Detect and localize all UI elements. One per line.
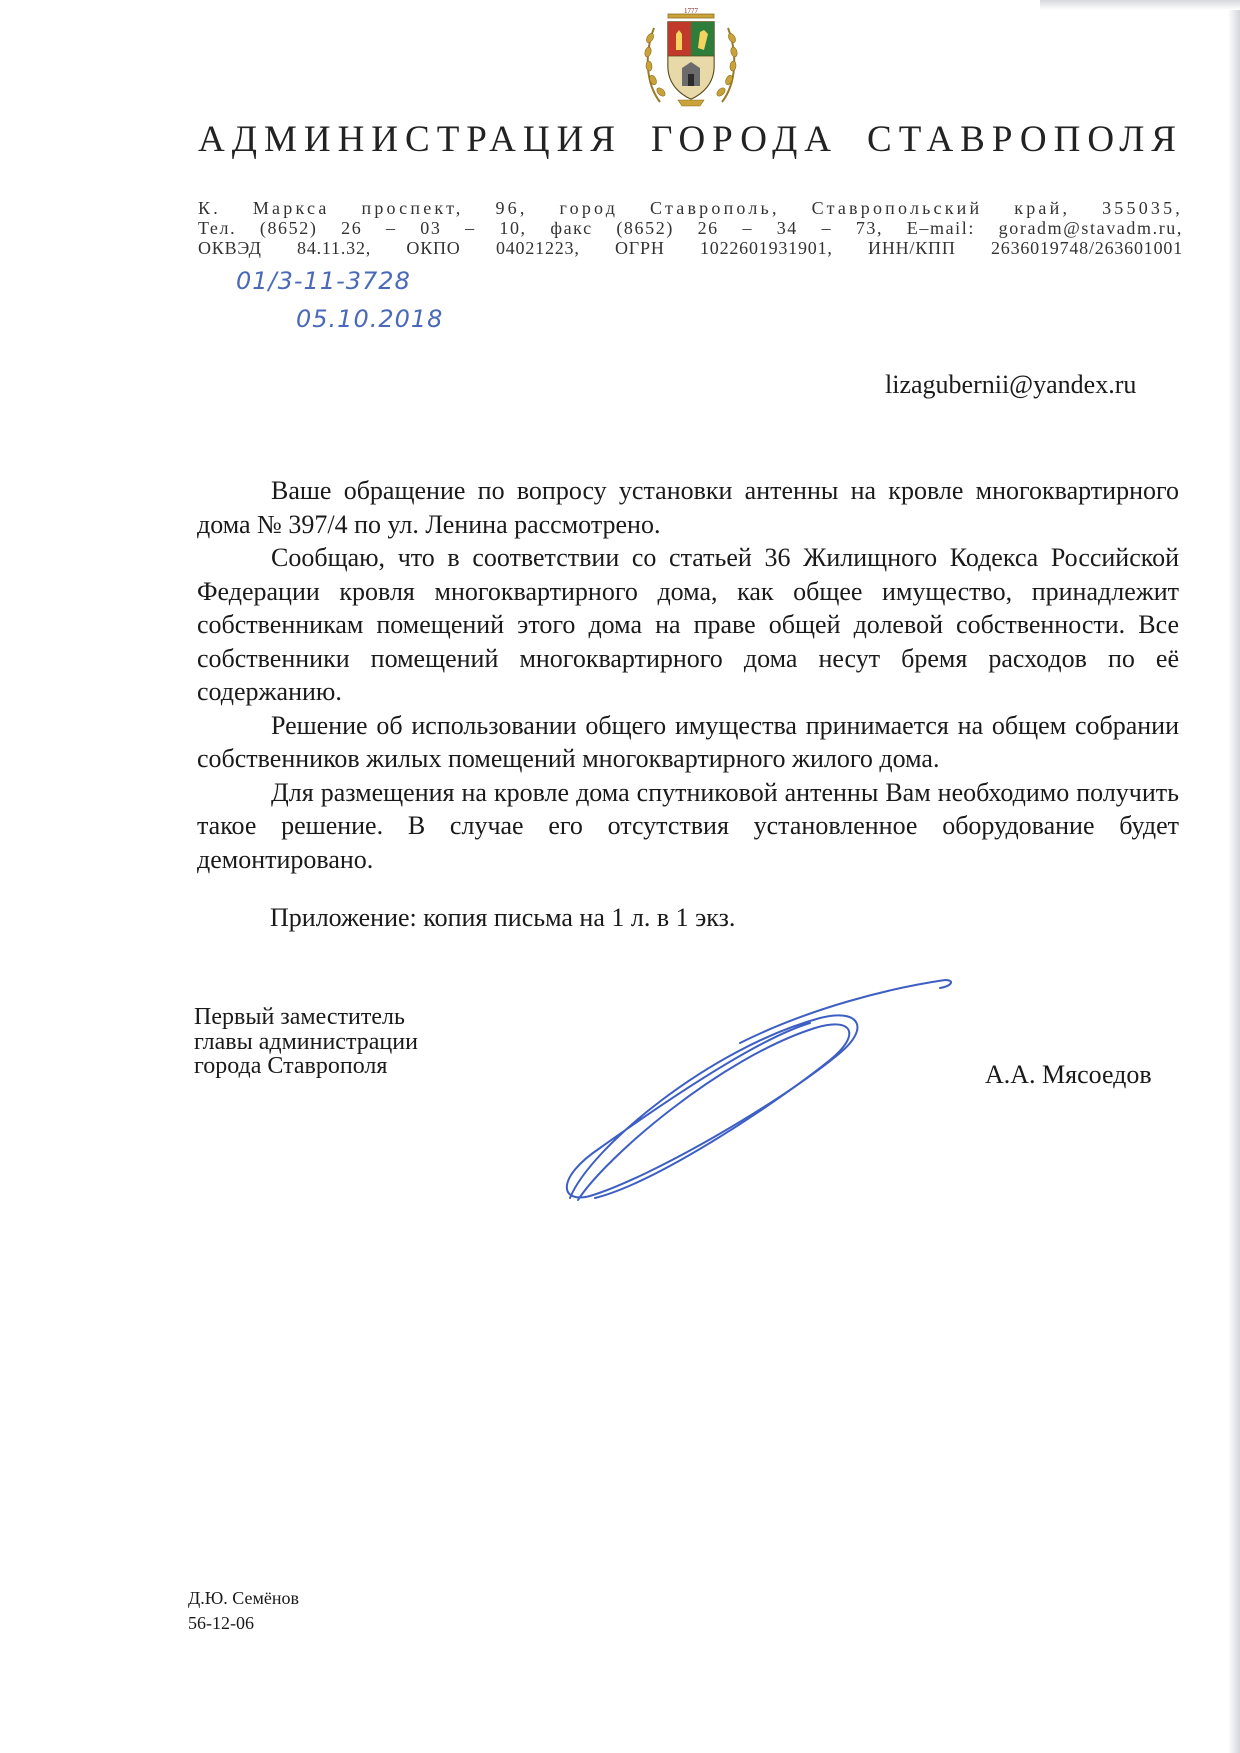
svg-text:1777: 1777 bbox=[684, 7, 698, 15]
signer-name: А.А. Мясоедов bbox=[985, 1060, 1152, 1089]
registration-number: 01/3-11-3728 bbox=[236, 267, 411, 295]
letterhead-address bbox=[198, 198, 1183, 258]
executor-phone: 56-12-06 bbox=[188, 1613, 254, 1633]
executor-info bbox=[188, 1586, 299, 1636]
title-word: АДМИНИСТРАЦИЯ bbox=[198, 119, 622, 160]
body-paragraph: Решение об использовании общего имущества принимается на общем собрании собственников жилых помещений многоквартирного жилого дома. bbox=[197, 710, 1179, 773]
position-line: города Ставрополя bbox=[194, 1053, 388, 1079]
address-line: К. Маркса проспект, 96, город Ставрополь, Ставропольский край, 355035, bbox=[198, 198, 1183, 218]
letter-body bbox=[197, 474, 1179, 876]
title-word: СТАВРОПОЛЯ bbox=[867, 119, 1183, 160]
requisites-line: ОКВЭД 84.11.32, ОКПО 04021223, ОГРН 1022601931901, ИНН/КПП 2636019748/263601001 bbox=[198, 238, 1183, 258]
executor-name: Д.Ю. Семёнов bbox=[188, 1588, 300, 1608]
registration-date: 05.10.2018 bbox=[296, 305, 444, 333]
body-paragraph: Для размещения на кровле дома спутниковой антенны Вам необходимо получить такое решение. В случае его отсутствия установленное оборудование будет демонтировано. bbox=[197, 777, 1179, 874]
title-word: ГОРОДА bbox=[650, 119, 839, 160]
position-line: Первый заместитель bbox=[194, 1004, 405, 1030]
appendix-note: Приложение: копия письма на 1 л. в 1 экз. bbox=[270, 903, 736, 932]
scan-top-shadow bbox=[1040, 0, 1240, 10]
body-paragraph: Ваше обращение по вопросу установки антенны на кровле многоквартирного дома № 397/4 по ул. Ленина рассмотрено. bbox=[197, 476, 1179, 539]
signer-position bbox=[194, 1005, 418, 1079]
position-line: главы администрации bbox=[194, 1028, 418, 1055]
recipient-email: lizagubernii@yandex.ru bbox=[885, 370, 1137, 399]
organization-title bbox=[198, 118, 1183, 161]
body-paragraph: Сообщаю, что в соответствии со статьей 36 Жилищного Кодекса Российской Федерации кровля многоквартирного дома, как общее имущество, принадлежит собственникам помещений этого дома на праве общей долевой собственности. Все собственники помещений многоквартирного дома несут бремя расходов по её содержанию. bbox=[197, 543, 1179, 706]
coat-of-arms-icon bbox=[638, 4, 744, 110]
handwritten-signature-icon bbox=[560, 978, 960, 1208]
scan-edge-shadow bbox=[1228, 0, 1240, 1753]
contacts-line: Тел. (8652) 26 – 03 – 10, факс (8652) 26 – 34 – 73, E–mail: goradm@stavadm.ru, bbox=[198, 218, 1183, 238]
